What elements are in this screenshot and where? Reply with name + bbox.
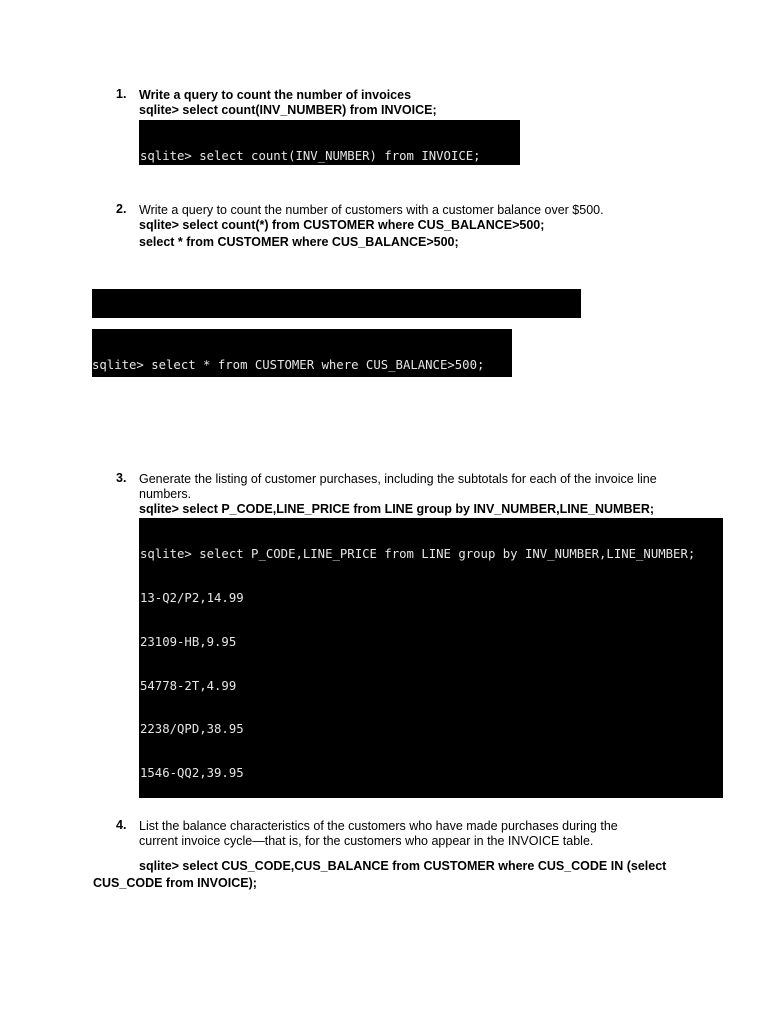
q4-question-line2: current invoice cycle—that is, for the customers who appear in the INVOICE table. — [139, 834, 594, 848]
q4-number: 4. — [116, 818, 127, 832]
q4-sql-line2: CUS_CODE from INVOICE); — [93, 876, 257, 890]
terminal-line: sqlite> select count(INV_NUMBER) from INVOICE; — [140, 149, 481, 164]
q2-question: Write a query to count the number of customers with a customer balance over $500. — [139, 203, 604, 217]
q2-terminal-count — [92, 289, 581, 318]
q2-number: 2. — [116, 202, 127, 216]
q4-question-line1: List the balance characteristics of the customers who have made purchases during the — [139, 819, 618, 833]
q3-question-line2: numbers. — [139, 487, 192, 501]
q2-terminal-select — [92, 329, 512, 377]
q1-terminal — [139, 120, 520, 165]
terminal-line: sqlite> select P_CODE,LINE_PRICE from LINE group by INV_NUMBER,LINE_NUMBER; — [140, 547, 696, 562]
q3-terminal — [139, 518, 723, 798]
terminal-line: 1546-QQ2,39.95 — [140, 766, 244, 781]
terminal-line: 54778-2T,4.99 — [140, 678, 237, 693]
q1-sql: sqlite> select count(INV_NUMBER) from INVOICE; — [139, 103, 437, 117]
q3-number: 3. — [116, 471, 127, 485]
terminal-line: sqlite> select * from CUSTOMER where CUS_BALANCE>500; — [92, 358, 485, 373]
q3-question-line1: Generate the listing of customer purchases, including the subtotals for each of the invoice line — [139, 472, 657, 486]
terminal-line: 13-Q2/P2,14.99 — [140, 590, 244, 605]
terminal-line: 2238/QPD,38.95 — [140, 722, 244, 737]
terminal-line: 23109-HB,9.95 — [140, 634, 237, 649]
q4-sql-line1: sqlite> select CUS_CODE,CUS_BALANCE from CUSTOMER where CUS_CODE IN (select — [139, 859, 667, 873]
q1-question: Write a query to count the number of invoices — [139, 88, 412, 102]
q2-sql-count: sqlite> select count(*) from CUSTOMER where CUS_BALANCE>500; — [139, 218, 545, 232]
q2-sql-select: select * from CUSTOMER where CUS_BALANCE>500; — [139, 235, 459, 249]
q1-number: 1. — [116, 87, 127, 101]
q3-sql: sqlite> select P_CODE,LINE_PRICE from LINE group by INV_NUMBER,LINE_NUMBER; — [139, 502, 655, 516]
